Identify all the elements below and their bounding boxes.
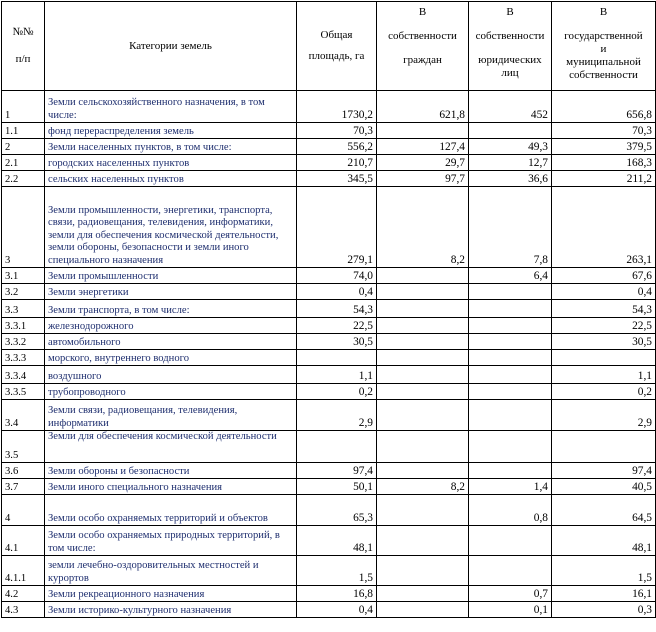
row-citizens	[377, 123, 469, 139]
row-legal-entities	[469, 284, 552, 300]
row-state-municipal: 656,8	[552, 91, 656, 123]
row-citizens	[377, 431, 469, 463]
row-state-municipal: 16,1	[552, 586, 656, 602]
header-legal-entities: В собственности юридических лиц	[469, 2, 552, 91]
table-row	[2, 463, 656, 479]
row-category: Земли для обеспечения космической деятельности	[45, 431, 297, 463]
row-total-area: 0,2	[297, 384, 377, 400]
row-legal-entities	[469, 526, 552, 556]
row-state-municipal: 22,5	[552, 318, 656, 334]
row-legal-entities: 1,4	[469, 479, 552, 495]
row-total-area: 74,0	[297, 268, 377, 284]
row-legal-entities	[469, 431, 552, 463]
row-total-area: 1,1	[297, 366, 377, 384]
row-category: Земли историко-культурного назначения	[45, 602, 297, 618]
row-legal-entities: 6,4	[469, 268, 552, 284]
row-state-municipal: 263,1	[552, 187, 656, 268]
table-row	[2, 91, 656, 123]
row-number: 4.1.1	[2, 556, 45, 586]
row-category: автомобильного	[45, 334, 297, 350]
row-total-area: 50,1	[297, 479, 377, 495]
row-legal-entities: 0,8	[469, 495, 552, 526]
row-legal-entities	[469, 334, 552, 350]
table-row	[2, 586, 656, 602]
row-number: 4.2	[2, 586, 45, 602]
row-number: 1.1	[2, 123, 45, 139]
row-state-municipal: 97,4	[552, 463, 656, 479]
row-legal-entities	[469, 350, 552, 366]
row-legal-entities	[469, 400, 552, 431]
row-number: 3.3.5	[2, 384, 45, 400]
table-row	[2, 284, 656, 300]
row-number: 4.3	[2, 602, 45, 618]
row-citizens: 621,8	[377, 91, 469, 123]
table-row	[2, 556, 656, 586]
row-citizens	[377, 334, 469, 350]
row-state-municipal: 70,3	[552, 123, 656, 139]
row-category: Земли промышленности, энергетики, транспорта, связи, радиовещания, телевидения, информатики, земли для обеспечения космической деятельности, земли обороны, безопасности и земли иного специального назначения	[45, 187, 297, 268]
row-legal-entities: 0,1	[469, 602, 552, 618]
row-number: 3.3.2	[2, 334, 45, 350]
row-state-municipal: 1,1	[552, 366, 656, 384]
header-state-municipal: В государственной и муниципальной собственности	[552, 2, 656, 91]
row-category: Земли особо охраняемых территорий и объектов	[45, 495, 297, 526]
header-number: №№ п/п	[2, 2, 45, 91]
row-number: 2.2	[2, 171, 45, 187]
table-row	[2, 479, 656, 495]
row-category: Земли особо охраняемых природных территорий, в том числе:	[45, 526, 297, 556]
row-citizens	[377, 366, 469, 384]
row-state-municipal: 54,3	[552, 300, 656, 318]
row-state-municipal: 379,5	[552, 139, 656, 155]
row-citizens	[377, 602, 469, 618]
row-number: 3.1	[2, 268, 45, 284]
table-row	[2, 350, 656, 366]
row-legal-entities	[469, 556, 552, 586]
row-state-municipal: 40,5	[552, 479, 656, 495]
table-row	[2, 318, 656, 334]
row-total-area: 1,5	[297, 556, 377, 586]
row-state-municipal: 0,4	[552, 284, 656, 300]
row-total-area: 345,5	[297, 171, 377, 187]
row-category: фонд перераспределения земель	[45, 123, 297, 139]
row-legal-entities: 36,6	[469, 171, 552, 187]
row-citizens: 127,4	[377, 139, 469, 155]
row-legal-entities: 49,3	[469, 139, 552, 155]
row-citizens	[377, 556, 469, 586]
row-total-area: 30,5	[297, 334, 377, 350]
row-number: 3	[2, 187, 45, 268]
row-state-municipal: 168,3	[552, 155, 656, 171]
row-total-area: 1730,2	[297, 91, 377, 123]
row-number: 3.2	[2, 284, 45, 300]
row-total-area: 210,7	[297, 155, 377, 171]
row-citizens: 8,2	[377, 479, 469, 495]
row-total-area: 97,4	[297, 463, 377, 479]
row-category: морского, внутреннего водного	[45, 350, 297, 366]
row-category: Земли рекреационного назначения	[45, 586, 297, 602]
row-category: Земли энергетики	[45, 284, 297, 300]
row-citizens	[377, 400, 469, 431]
header-total-area: Общая площадь, га	[297, 2, 377, 91]
table-row	[2, 495, 656, 526]
row-total-area: 279,1	[297, 187, 377, 268]
row-citizens: 97,7	[377, 171, 469, 187]
row-total-area: 54,3	[297, 300, 377, 318]
row-category: Земли населенных пунктов, в том числе:	[45, 139, 297, 155]
row-legal-entities: 0,7	[469, 586, 552, 602]
row-number: 3.3	[2, 300, 45, 318]
row-citizens	[377, 384, 469, 400]
row-legal-entities	[469, 300, 552, 318]
row-number: 3.3.1	[2, 318, 45, 334]
row-number: 3.3.3	[2, 350, 45, 366]
row-citizens: 8,2	[377, 187, 469, 268]
row-number: 3.6	[2, 463, 45, 479]
row-category: сельских населенных пунктов	[45, 171, 297, 187]
row-total-area: 48,1	[297, 526, 377, 556]
table-row	[2, 431, 656, 463]
row-category: Земли иного специального назначения	[45, 479, 297, 495]
row-category: Земли промышленности	[45, 268, 297, 284]
row-number: 3.4	[2, 400, 45, 431]
table-row	[2, 602, 656, 618]
row-citizens: 29,7	[377, 155, 469, 171]
row-category: Земли сельскохозяйственного назначения, в том числе:	[45, 91, 297, 123]
row-state-municipal	[552, 431, 656, 463]
table-row	[2, 155, 656, 171]
row-citizens	[377, 526, 469, 556]
row-total-area: 0,4	[297, 602, 377, 618]
row-category: земли лечебно-оздоровительных местностей и курортов	[45, 556, 297, 586]
row-number: 3.5	[2, 431, 45, 463]
row-category: городских населенных пунктов	[45, 155, 297, 171]
row-category: трубопроводного	[45, 384, 297, 400]
row-category: воздушного	[45, 366, 297, 384]
table-row	[2, 187, 656, 268]
row-legal-entities	[469, 318, 552, 334]
row-total-area	[297, 431, 377, 463]
row-legal-entities	[469, 463, 552, 479]
table-row	[2, 300, 656, 318]
row-total-area: 70,3	[297, 123, 377, 139]
row-citizens	[377, 350, 469, 366]
row-number: 2	[2, 139, 45, 155]
row-total-area: 65,3	[297, 495, 377, 526]
row-state-municipal: 64,5	[552, 495, 656, 526]
row-citizens	[377, 463, 469, 479]
header-citizens: В собственности граждан	[377, 2, 469, 91]
row-category: Земли транспорта, в том числе:	[45, 300, 297, 318]
row-total-area	[297, 350, 377, 366]
land-categories-table	[1, 1, 656, 618]
row-state-municipal: 2,9	[552, 400, 656, 431]
row-state-municipal: 0,3	[552, 602, 656, 618]
row-number: 3.7	[2, 479, 45, 495]
row-number: 4	[2, 495, 45, 526]
table-row	[2, 366, 656, 384]
row-number: 1	[2, 91, 45, 123]
row-category: Земли связи, радиовещания, телевидения, информатики	[45, 400, 297, 431]
table-row	[2, 268, 656, 284]
header-category: Категории земель	[45, 2, 297, 91]
row-legal-entities: 452	[469, 91, 552, 123]
row-total-area: 0,4	[297, 284, 377, 300]
table-row	[2, 139, 656, 155]
row-number: 4.1	[2, 526, 45, 556]
row-category: железнодорожного	[45, 318, 297, 334]
row-citizens	[377, 318, 469, 334]
row-legal-entities: 12,7	[469, 155, 552, 171]
row-total-area: 22,5	[297, 318, 377, 334]
table-row	[2, 384, 656, 400]
table-row	[2, 334, 656, 350]
row-total-area: 16,8	[297, 586, 377, 602]
row-total-area: 556,2	[297, 139, 377, 155]
row-citizens	[377, 495, 469, 526]
row-category: Земли обороны и безопасности	[45, 463, 297, 479]
row-state-municipal: 30,5	[552, 334, 656, 350]
row-legal-entities: 7,8	[469, 187, 552, 268]
row-state-municipal: 1,5	[552, 556, 656, 586]
row-state-municipal: 67,6	[552, 268, 656, 284]
row-state-municipal: 0,2	[552, 384, 656, 400]
table-row	[2, 400, 656, 431]
table-header-row	[2, 2, 656, 91]
row-number: 2.1	[2, 155, 45, 171]
table-row	[2, 526, 656, 556]
row-state-municipal: 48,1	[552, 526, 656, 556]
row-state-municipal: 211,2	[552, 171, 656, 187]
row-citizens	[377, 300, 469, 318]
row-legal-entities	[469, 366, 552, 384]
row-citizens	[377, 586, 469, 602]
row-number: 3.3.4	[2, 366, 45, 384]
row-state-municipal	[552, 350, 656, 366]
row-citizens	[377, 268, 469, 284]
row-citizens	[377, 284, 469, 300]
row-legal-entities	[469, 384, 552, 400]
table-row	[2, 171, 656, 187]
table-row	[2, 123, 656, 139]
row-legal-entities	[469, 123, 552, 139]
row-total-area: 2,9	[297, 400, 377, 431]
